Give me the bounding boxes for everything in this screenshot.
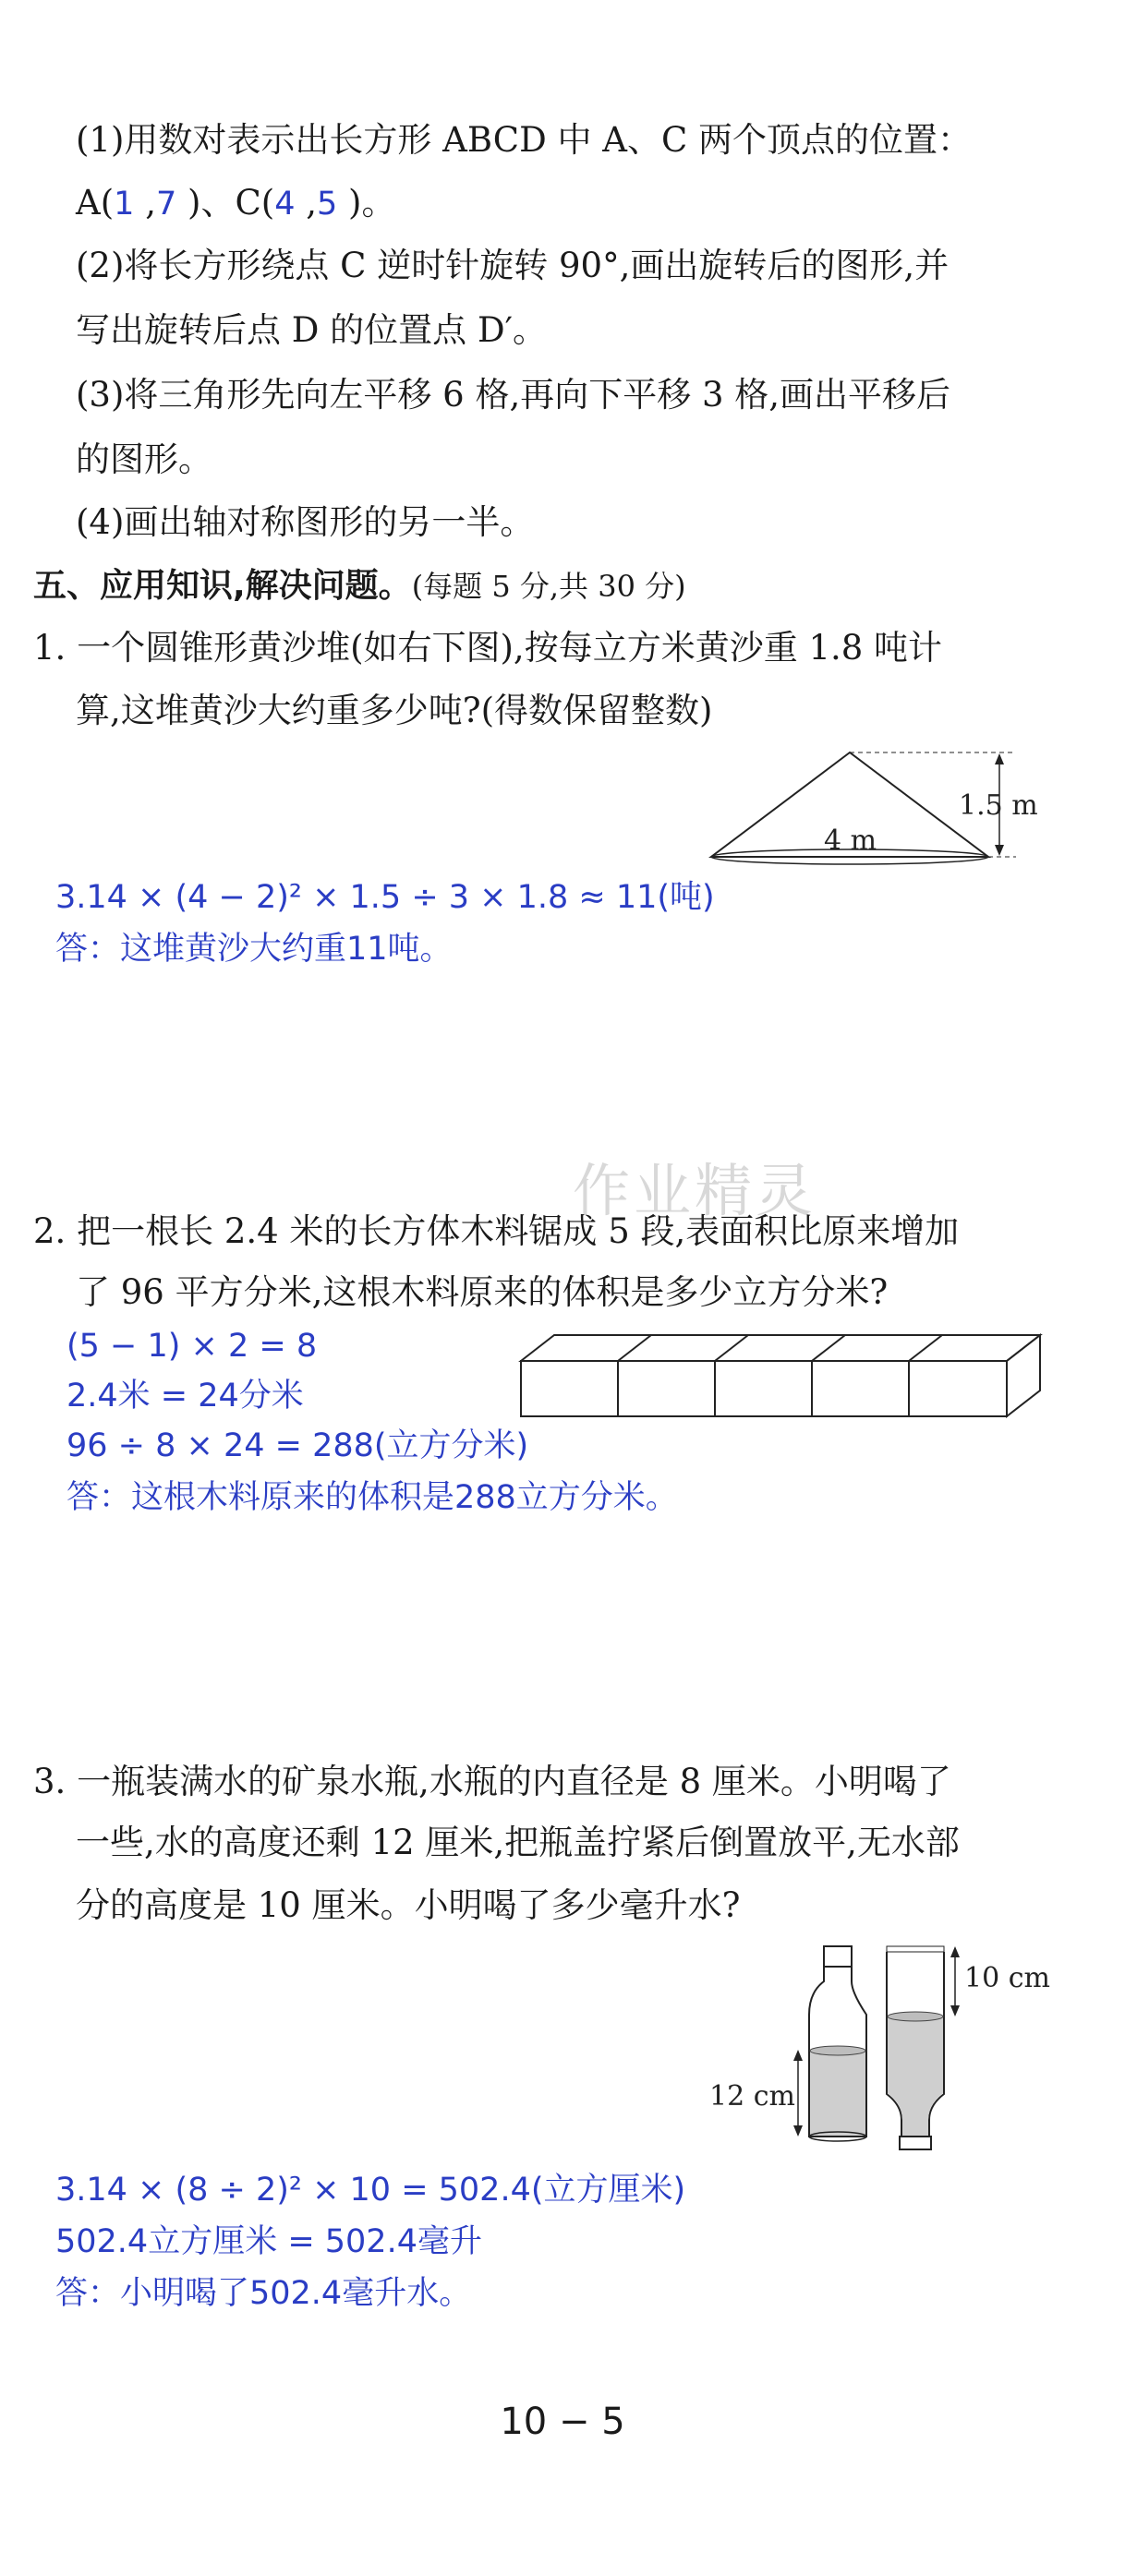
cone-figure: [702, 739, 1071, 877]
section-title: 五、应用知识,解决问题。: [33, 567, 412, 605]
q1-line1: (1)用数对表示出长方形 ABCD 中 A、C 两个顶点的位置：: [76, 120, 973, 160]
page-number: 10 − 5: [500, 2401, 625, 2443]
p1-line1: 1. 一个圆锥形黄沙堆(如右下图),按每立方米黄沙重 1.8 吨计: [33, 628, 943, 668]
empty-height-label: 10 cm: [964, 1962, 1050, 1994]
answer-a-x: 1: [114, 186, 135, 223]
p2-line1: 2. 把一根长 2.4 米的长方体木料锯成 5 段,表面积比原来增加: [33, 1211, 960, 1251]
p3-answer-1: 3.14 × (8 ÷ 2)² × 10 = 502.4(立方厘米): [55, 2172, 686, 2209]
p3-line2: 一些,水的高度还剩 12 厘米,把瓶盖拧紧后倒置放平,无水部: [76, 1823, 960, 1862]
section-heading: [33, 563, 686, 608]
water-height-label: 12 cm: [709, 2080, 795, 2113]
q1-c-suffix: )。: [337, 183, 396, 223]
q1-answers: [76, 181, 396, 226]
bottle-figure: [702, 1939, 1071, 2151]
p2-answer-3: 96 ÷ 8 × 24 = 288(立方分米): [67, 1427, 529, 1464]
cone-height-label: 1.5 m: [959, 789, 1038, 822]
p1-answer-text: 答：这堆黄沙大约重11吨。: [55, 931, 453, 968]
answer-c-y: 5: [317, 186, 338, 223]
q2-line2: 写出旋转后点 D 的位置点 D′。: [76, 310, 548, 350]
p2-answer-2: 2.4米 = 24分米: [67, 1378, 304, 1414]
p1-answer-formula: 3.14 × (4 − 2)² × 1.5 ÷ 3 × 1.8 ≈ 11(吨): [55, 879, 715, 916]
q4-line1: (4)画出轴对称图形的另一半。: [76, 502, 535, 542]
q2-line1: (2)将长方形绕点 C 逆时针旋转 90°,画出旋转后的图形,并: [76, 246, 950, 285]
watermark: 作业精灵: [573, 1157, 817, 1224]
q1-a-suffix: )、C(: [176, 183, 275, 223]
p2-answer-4: 答：这根木料原来的体积是288立方分米。: [67, 1479, 678, 1516]
p3-answer-3: 答：小明喝了502.4毫升水。: [55, 2275, 472, 2312]
section-note: (每题 5 分,共 30 分): [411, 569, 686, 604]
p2-line2: 了 96 平方分米,这根木料原来的体积是多少立方分米?: [76, 1272, 889, 1312]
p1-line2: 算,这堆黄沙大约重多少吨?(得数保留整数): [76, 691, 713, 730]
q3-line1: (3)将三角形先向左平移 6 格,再向下平移 3 格,画出平移后: [76, 375, 951, 415]
q3-line2: 的图形。: [76, 439, 212, 479]
p3-line1: 3. 一瓶装满水的矿泉水瓶,水瓶的内直径是 8 厘米。小明喝了: [33, 1762, 951, 1801]
timber-figure: [517, 1330, 1044, 1431]
q1-a-prefix: A(: [76, 183, 115, 223]
p3-answer-2: 502.4立方厘米 = 502.4毫升: [55, 2223, 482, 2260]
q1-sep2: ,: [295, 183, 318, 223]
p3-line3: 分的高度是 10 厘米。小明喝了多少毫升水?: [76, 1885, 741, 1925]
answer-a-y: 7: [155, 186, 177, 223]
p2-answer-1: (5 − 1) × 2 = 8: [67, 1328, 318, 1365]
answer-c-x: 4: [274, 186, 296, 223]
cone-diameter-label: 4 m: [824, 825, 877, 857]
q1-sep1: ,: [134, 183, 156, 223]
